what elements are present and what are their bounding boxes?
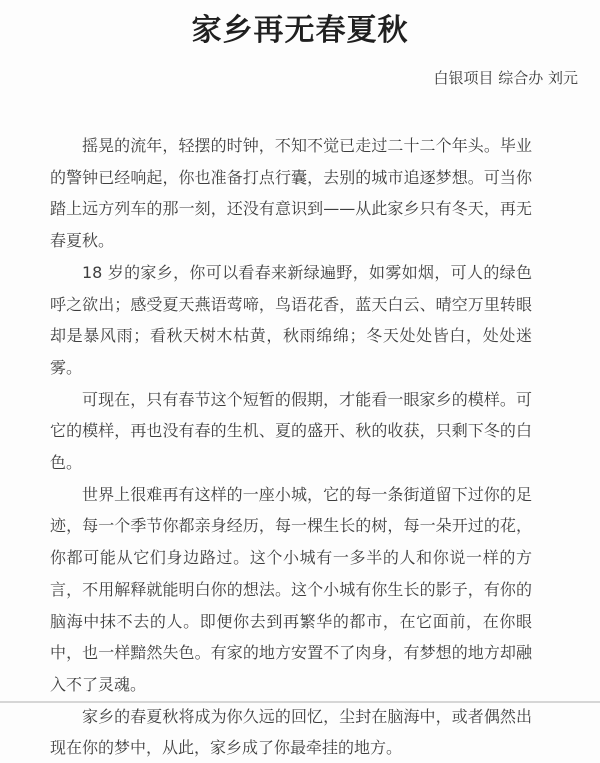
page-title: 家乡再无春夏秋 xyxy=(191,13,409,48)
paragraph: 18 岁的家乡，你可以看春来新绿遍野，如雾如烟，可人的绿色呼之欲出；感受夏天燕语莺啼，鸟语花香，蓝天白云、晴空万里转眼却是暴风雨；看秋天树木枯黄，秋雨绵绵；冬天处处皆白，处处迷雾。 xyxy=(50,262,532,377)
paragraph: 摇晃的流年，轻摆的时钟，不知不觉已走过二十二个年头。毕业的警钟已经响起，你也准备打点行囊，去别的城市追逐梦想。可当你踏上远方列车的那一刻，还没有意识到——从此家乡只有冬天，再无春夏秋。 xyxy=(50,136,532,251)
byline: 白银项目 综合办 刘元 xyxy=(433,69,578,87)
page-break-divider xyxy=(0,701,600,703)
paragraph: 可现在，只有春节这个短暂的假期，才能看一眼家乡的模样。可它的模样，再也没有春的生机、夏的盛开、秋的收获，只剩下冬的白色。 xyxy=(50,389,532,473)
paragraph: 家乡的春夏秋将成为你久远的回忆，尘封在脑海中，或者偶然出现在你的梦中，从此，家乡成了你最牵挂的地方。 xyxy=(50,706,532,758)
article-body xyxy=(50,130,532,763)
paragraph: 世界上很难再有这样的一座小城，它的每一条街道留下过你的足迹，每一个季节你都亲身经历，每一棵生长的树，每一朵开过的花，你都可能从它们身边路过。这个小城有一多半的人和你说一样的方言，不用解释就能明白你的想法。这个小城有你生长的影子，有你的脑海中抹不去的人。即便你去到再繁华的都市，在它面前，在你眼中，也一样黯然失色。有家的地方安置不了肉身，有梦想的地方却融入不了灵魂。 xyxy=(50,484,532,694)
